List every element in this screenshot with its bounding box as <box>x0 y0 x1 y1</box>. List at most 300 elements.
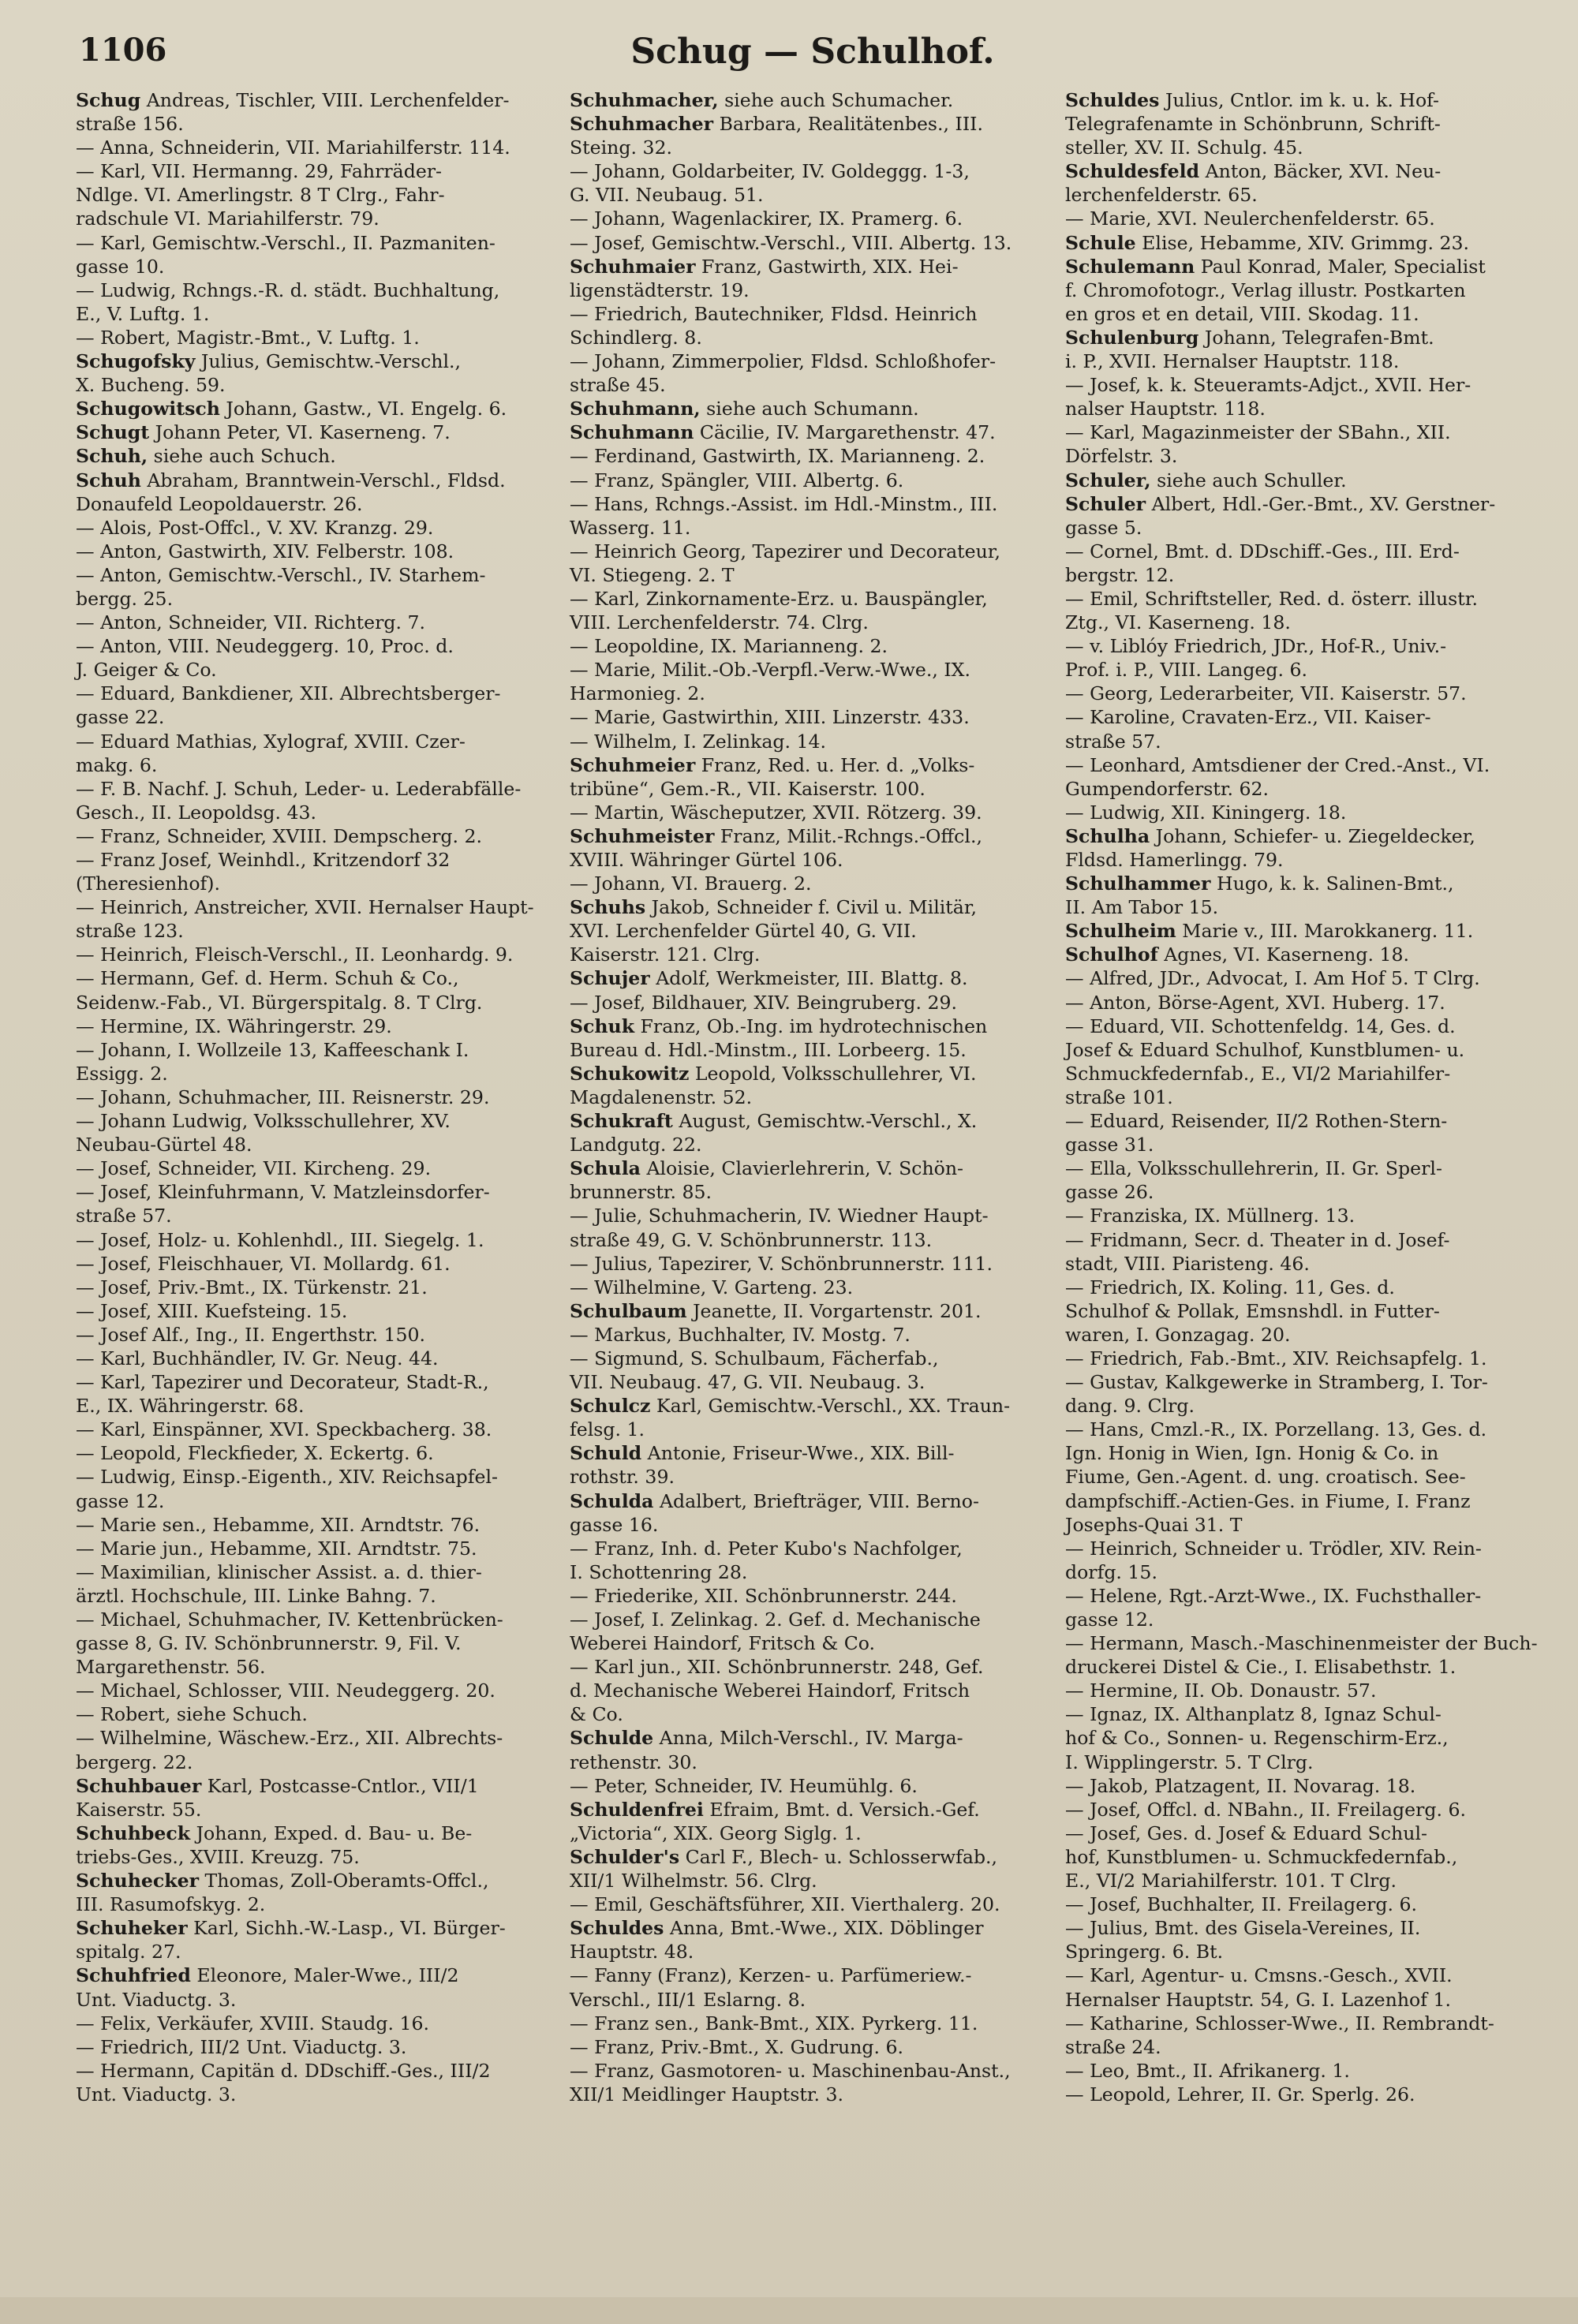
entry-text: siehe auch Schuch. <box>148 445 336 468</box>
entry-line: XII/1 Wilhelmstr. 56. Clrg. <box>570 1870 817 1892</box>
entry-line: rethenstr. 30. <box>570 1750 697 1773</box>
entry-line: i. P., XVII. Hernalser Hauptstr. 118. <box>1065 350 1400 373</box>
entry-line: Ign. Honig in Wien, Ign. Honig & Co. in <box>1065 1442 1439 1465</box>
entry-line: E., V. Luftg. 1. <box>76 302 210 325</box>
surname: Schuh <box>76 469 141 491</box>
entry-line <box>570 88 1051 112</box>
entry-line: — Cornel, Bmt. d. DDschiff.-Ges., III. Erd- <box>1065 540 1460 562</box>
entry-line: — Friedrich, IX. Koling. 11, Ges. d. <box>1065 1276 1395 1298</box>
entry-text: Johann, Exped. d. Bau- u. Be- <box>190 1821 473 1844</box>
surname: Schuhmann, <box>570 398 701 420</box>
entry-text: Eleonore, Maler-Wwe., III/2 <box>190 1964 459 1987</box>
entry-line: — Karl, Agentur- u. Cmsns.-Gesch., XVII. <box>1065 1964 1453 1987</box>
entry-text: Franz, Ob.-Ing. im hydrotechnischen <box>634 1014 988 1037</box>
entry-line: — Julie, Schuhmacherin, IV. Wiedner Haupt- <box>570 1205 989 1227</box>
entry-line: ärztl. Hochschule, III. Linke Bahng. 7. <box>76 1584 436 1607</box>
surname: Schulde <box>570 1727 654 1750</box>
entry-line: gasse 5. <box>1065 516 1142 539</box>
entry-line: Gumpendorferstr. 62. <box>1065 777 1270 800</box>
entry-line: „Victoria“, XIX. Georg Siglg. 1. <box>570 1821 862 1844</box>
entry-line <box>76 1963 553 1987</box>
entry-line: Dörfelstr. 3. <box>1065 445 1178 468</box>
entry-line: — Marie, Gastwirthin, XIII. Linzerstr. 433. <box>570 706 970 729</box>
entry-line: — Marie sen., Hebamme, XII. Arndtstr. 76. <box>76 1513 481 1536</box>
entry-line: — Hermann, Capitän d. DDschiff.-Ges., III/2 <box>76 2059 491 2082</box>
entry-line: — Franz, Inh. d. Peter Kubo's Nachfolger, <box>570 1537 963 1560</box>
entry-line: — Julius, Tapezirer, V. Schönbrunnerstr. 111. <box>570 1252 993 1275</box>
entry-line: hof, Kunstblumen- u. Schmuckfedernfab., <box>1065 1845 1458 1868</box>
entry-line <box>570 895 1051 919</box>
entry-line: XVI. Lerchenfelder Gürtel 40, G. VII. <box>570 920 917 943</box>
entry-line <box>570 753 1051 777</box>
entry-line: — Emil, Geschäftsführer, XII. Vierthalerg. 20. <box>570 1893 1000 1916</box>
entry-line: Essigg. 2. <box>76 1062 168 1085</box>
entry-line: — Josef, k. k. Steueramts-Adjct., XVII. Her- <box>1065 374 1471 397</box>
entry-line: — Leopold, Lehrer, II. Gr. Sperlg. 26. <box>1065 2083 1415 2105</box>
entry-line: straße 24. <box>1065 2035 1161 2058</box>
entry-line: hof & Co., Sonnen- u. Regenschirm-Erz., <box>1065 1727 1449 1750</box>
entry-line: — Karl, Zinkornamente-Erz. u. Bauspängler, <box>570 587 988 610</box>
entry-line: — Josef, Gemischtw.-Verschl., VIII. Albertg. 13. <box>570 231 1012 254</box>
entry-line <box>570 1726 1051 1750</box>
entry-line: straße 49, G. V. Schönbrunnerstr. 113. <box>570 1228 933 1251</box>
entry-line <box>570 1441 1051 1465</box>
column-middle <box>570 88 1051 2106</box>
surname: Schulenburg <box>1065 326 1199 349</box>
entry-line: Schindlerg. 8. <box>570 326 702 349</box>
entry-line: steller, XV. II. Schulg. 45. <box>1065 136 1303 159</box>
entry-line: — Anton, Schneider, VII. Richterg. 7. <box>76 611 425 634</box>
entry-line: — Markus, Buchhalter, IV. Mostg. 7. <box>570 1323 911 1346</box>
entry-line: Unt. Viaductg. 3. <box>76 1988 237 2011</box>
entry-line: Margarethenstr. 56. <box>76 1656 266 1679</box>
surname: Schuhmann <box>570 421 694 444</box>
entry-line: dampfschiff.-Actien-Ges. in Fiume, I. Franz <box>1065 1489 1471 1512</box>
entry-line: — Sigmund, S. Schulbaum, Fächerfab., <box>570 1347 939 1369</box>
entry-line: — Ella, Volksschullehrerin, II. Gr. Sperl- <box>1065 1157 1442 1180</box>
entry-line: Hernalser Hauptstr. 54, G. I. Lazenhof 1. <box>1065 1988 1451 2011</box>
entry-line: — Marie, Milit.-Ob.-Verpfl.-Verw.-Wwe., IX. <box>570 659 970 682</box>
entry-line <box>570 1014 1051 1038</box>
surname: Schug <box>76 89 141 111</box>
entry-line: — Karl, Magazinmeister der SBahn., XII. <box>1065 421 1451 444</box>
entry-line <box>570 255 1051 278</box>
entry-text: Franz, Red. u. Her. d. „Volks- <box>695 753 975 776</box>
entry-line <box>570 1109 1051 1133</box>
entry-text: Adolf, Werkmeister, III. Blattg. 8. <box>649 967 968 990</box>
entry-line: — Anton, Gastwirth, XIV. Felberstr. 108. <box>76 540 454 562</box>
page-number: 1106 <box>79 32 167 69</box>
entry-line: — Franz, Schneider, XVIII. Dempscherg. 2. <box>76 824 482 847</box>
entry-line: — Franz, Spängler, VIII. Albertg. 6. <box>570 469 904 491</box>
surname: Schugowitsch <box>76 398 220 420</box>
entry-line: — Eduard Mathias, Xylograf, XVIII. Czer- <box>76 730 466 753</box>
entry-text: Andreas, Tischler, VIII. Lerchenfelder- <box>140 89 510 111</box>
entry-line: — F. B. Nachf. J. Schuh, Leder- u. Lederabfälle- <box>76 777 522 800</box>
entry-line <box>570 1156 1051 1180</box>
surname: Schula <box>570 1157 641 1180</box>
entry-line: — Heinrich, Schneider u. Trödler, XIV. Rein- <box>1065 1537 1482 1560</box>
entry-line: XVIII. Währinger Gürtel 106. <box>570 849 843 871</box>
entry-line <box>570 1798 1051 1821</box>
entry-line: tribüne“, Gem.-R., VII. Kaiserstr. 100. <box>570 777 925 800</box>
entry-line: & Co. <box>570 1703 623 1726</box>
surname: Schulda <box>570 1489 654 1512</box>
entry-line: — Leonhard, Amtsdiener der Cred.-Anst., VI. <box>1065 753 1490 776</box>
entry-line: Kaiserstr. 55. <box>76 1798 202 1821</box>
entry-line: ligenstädterstr. 19. <box>570 278 750 301</box>
entry-line: — Leo, Bmt., II. Afrikanerg. 1. <box>1065 2059 1350 2082</box>
entry-line: — Josef, XIII. Kuefsteing. 15. <box>76 1299 348 1322</box>
surname: Schuld <box>570 1442 642 1465</box>
entry-line: bergg. 25. <box>76 587 174 610</box>
entry-line: — Michael, Schlosser, VIII. Neudeggerg. 20. <box>76 1679 495 1702</box>
entry-line <box>1065 326 1550 349</box>
entry-line: — Hermann, Gef. d. Herm. Schuh & Co., <box>76 967 459 990</box>
entry-line: stadt, VIII. Piaristeng. 46. <box>1065 1252 1310 1275</box>
entry-line: — Josef Alf., Ing., II. Engerthstr. 150. <box>76 1323 426 1346</box>
entry-line <box>76 1774 553 1798</box>
entry-text: Paul Konrad, Maler, Specialist <box>1195 255 1486 278</box>
entry-text: Carl F., Blech- u. Schlosserwfab., <box>679 1845 998 1868</box>
surname: Schuhmaier <box>570 255 696 278</box>
entry-line: — Anton, VIII. Neudeggerg. 10, Proc. d. <box>76 635 454 658</box>
entry-line: — Karl, Tapezirer und Decorateur, Stadt-R., <box>76 1371 489 1394</box>
entry-line: — Anton, Börse-Agent, XVI. Huberg. 17. <box>1065 991 1445 1014</box>
entry-line <box>1065 231 1550 255</box>
entry-line: makg. 6. <box>76 753 158 776</box>
entry-line: — Karl, VII. Hermanng. 29, Fahrräder- <box>76 160 443 183</box>
entry-line: Telegrafenamte in Schönbrunn, Schrift- <box>1065 113 1441 136</box>
entry-line: Seidenw.-Fab., VI. Bürgerspitalg. 8. T Clrg. <box>76 991 483 1014</box>
entry-text: Albert, Hdl.-Ger.-Bmt., XV. Gerstner- <box>1146 492 1496 515</box>
surname: Schuhfried <box>76 1964 191 1987</box>
entry-line: — Karl, Einspänner, XVI. Speckbacherg. 38. <box>76 1418 492 1441</box>
entry-text: Franz, Gastwirth, XIX. Hei- <box>695 255 959 278</box>
entry-line: — Josef, Bildhauer, XIV. Beingruberg. 29. <box>570 991 957 1014</box>
entry-line: — Johann, Schuhmacher, III. Reisnerstr. 29. <box>76 1085 490 1108</box>
entry-line <box>570 1845 1051 1869</box>
entry-line: Wasserg. 11. <box>570 516 691 539</box>
entry-line: felsg. 1. <box>570 1418 645 1441</box>
entry-line: — Friederike, XII. Schönbrunnerstr. 244. <box>570 1584 957 1607</box>
surname: Schuhmacher <box>570 113 714 136</box>
entry-line: — Franz sen., Bank-Bmt., XIX. Pyrkerg. 11. <box>570 2012 978 2034</box>
entry-line: III. Rasumofskyg. 2. <box>76 1893 266 1916</box>
entry-text: Karl, Postcasse-Cntlor., VII/1 <box>201 1774 479 1797</box>
entry-line: — Friedrich, III/2 Unt. Viaductg. 3. <box>76 2035 407 2058</box>
entry-line: Schmuckfedernfab., E., VI/2 Mariahilfer- <box>1065 1062 1451 1085</box>
entry-text: Efraim, Bmt. d. Versich.-Gef. <box>703 1798 980 1821</box>
entry-line: — Fanny (Franz), Kerzen- u. Parfümeriew.- <box>570 1964 972 1987</box>
surname: Schulhof <box>1065 943 1158 966</box>
entry-text: Adalbert, Briefträger, VIII. Berno- <box>653 1489 979 1512</box>
surname: Schuhmeister <box>570 824 715 847</box>
surname: Schuhmeier <box>570 753 696 776</box>
entry-text: Anna, Milch-Verschl., IV. Marga- <box>653 1727 963 1750</box>
entry-line: I. Schottenring 28. <box>570 1560 748 1583</box>
entry-line: Prof. i. P., VIII. Langeg. 6. <box>1065 659 1307 682</box>
entry-line <box>570 112 1051 136</box>
entry-line: — Hermine, IX. Währingerstr. 29. <box>76 1014 392 1037</box>
entry-line: — Ferdinand, Gastwirth, IX. Marianneng. 2. <box>570 445 985 468</box>
entry-line: — Michael, Schuhmacher, IV. Kettenbrücken- <box>76 1608 503 1631</box>
surname: Schuk <box>570 1014 635 1037</box>
entry-line: triebs-Ges., XVIII. Kreuzg. 75. <box>76 1845 360 1868</box>
entry-line: waren, I. Gonzagag. 20. <box>1065 1323 1291 1346</box>
entry-line: straße 123. <box>76 920 184 943</box>
entry-line: — Felix, Verkäufer, XVIII. Staudg. 16. <box>76 2012 430 2034</box>
entry-line: Neubau-Gürtel 48. <box>76 1134 252 1156</box>
entry-line: Donaufeld Leopoldauerstr. 26. <box>76 492 363 515</box>
entry-line: gasse 22. <box>76 706 165 729</box>
entry-line: — Marie jun., Hebamme, XII. Arndtstr. 75. <box>76 1537 477 1560</box>
entry-line: dorfg. 15. <box>1065 1560 1157 1583</box>
entry-line: — Wilhelm, I. Zelinkag. 14. <box>570 730 827 753</box>
entry-line: radschule VI. Mariahilferstr. 79. <box>76 207 380 230</box>
entry-line: Hauptstr. 48. <box>570 1941 694 1963</box>
entry-line: — Katharine, Schlosser-Wwe., II. Rembrandt- <box>1065 2012 1494 2034</box>
entry-line: I. Wipplingerstr. 5. T Clrg. <box>1065 1750 1314 1773</box>
entry-line <box>570 420 1051 444</box>
entry-line: — Johann, VI. Brauerg. 2. <box>570 872 812 895</box>
entry-line: — Eduard, Reisender, II/2 Rothen-Stern- <box>1065 1110 1448 1133</box>
entry-text: Karl, Gemischtw.-Verschl., XX. Traun- <box>650 1395 1011 1418</box>
entry-line: — Hermine, II. Ob. Donaustr. 57. <box>1065 1679 1377 1702</box>
entry-line: Steing. 32. <box>570 136 672 159</box>
entry-line: gasse 8, G. IV. Schönbrunnerstr. 9, Fil. V. <box>76 1632 462 1655</box>
entry-line: — Johann Ludwig, Volksschullehrer, XV. <box>76 1110 451 1133</box>
entry-line: Fiume, Gen.-Agent. d. ung. croatisch. See- <box>1065 1466 1466 1489</box>
entry-line: — Josef, Kleinfuhrmann, V. Matzleinsdorfer- <box>76 1181 490 1204</box>
entry-line: — Franz Josef, Weinhdl., Kritzendorf 32 <box>76 849 451 871</box>
entry-line <box>76 1869 553 1892</box>
entry-text: Abraham, Branntwein-Verschl., Fldsd. <box>140 469 506 491</box>
entry-line: Josef & Eduard Schulhof, Kunstblumen- u. <box>1065 1038 1465 1061</box>
entry-line: — Wilhelmine, Wäschew.-Erz., XII. Albrechts- <box>76 1727 503 1750</box>
entry-line: — Ludwig, Einsp.-Eigenth., XIV. Reichsapfel- <box>76 1466 498 1489</box>
entry-line: — Hans, Cmzl.-R., IX. Porzellang. 13, Ges. d. <box>1065 1418 1487 1441</box>
entry-line <box>570 1489 1051 1513</box>
entry-line: spitalg. 27. <box>76 1941 181 1963</box>
surname: Schuheker <box>76 1917 188 1940</box>
entry-text: Marie v., III. Marokkanerg. 11. <box>1176 920 1474 943</box>
entry-line: — Ludwig, Rchngs.-R. d. städt. Buchhaltung, <box>76 278 500 301</box>
entry-line: — Karl, Gemischtw.-Verschl., II. Pazmaniten- <box>76 231 495 254</box>
surname: Schuhbauer <box>76 1774 202 1797</box>
entry-line: — Martin, Wäscheputzer, XVII. Rötzerg. 39. <box>570 801 982 824</box>
entry-line: bergstr. 12. <box>1065 563 1175 586</box>
entry-line: — Helene, Rgt.-Arzt-Wwe., IX. Fuchsthaller- <box>1065 1584 1482 1607</box>
entry-line: — Josef, Priv.-Bmt., IX. Türkenstr. 21. <box>76 1276 428 1298</box>
entry-line <box>76 1821 553 1845</box>
entry-line: — Leopoldine, IX. Marianneng. 2. <box>570 635 888 658</box>
entry-line: E., IX. Währingerstr. 68. <box>76 1395 305 1418</box>
entry-line: Ztg., VI. Kaserneng. 18. <box>1065 611 1291 634</box>
entry-line: — Gustav, Kalkgewerke in Stramberg, I. Tor- <box>1065 1371 1488 1394</box>
entry-line: — Anton, Gemischtw.-Verschl., IV. Starhem- <box>76 563 486 586</box>
entry-line: Ndlge. VI. Amerlingstr. 8 T Clrg., Fahr- <box>76 184 445 207</box>
entry-text: Anna, Bmt.-Wwe., XIX. Döblinger <box>664 1917 984 1940</box>
entry-line: — Karl jun., XII. Schönbrunnerstr. 248, Gef. <box>570 1656 984 1679</box>
entry-line <box>570 824 1051 848</box>
entry-text: siehe auch Schumann. <box>700 398 919 420</box>
entry-line <box>1065 159 1550 183</box>
entry-line: II. Am Tabor 15. <box>1065 896 1219 919</box>
entry-line: — Josef, Holz- u. Kohlenhdl., III. Siegelg. 1. <box>76 1228 484 1251</box>
surname: Schuhs <box>570 896 646 919</box>
entry-line: — Robert, siehe Schuch. <box>76 1703 308 1726</box>
entry-line: — Jakob, Platzagent, II. Novarag. 18. <box>1065 1774 1416 1797</box>
entry-line: — Maximilian, klinischer Assist. a. d. thier- <box>76 1560 482 1583</box>
entry-line: Springerg. 6. Bt. <box>1065 1941 1224 1963</box>
surname: Schujer <box>570 967 650 990</box>
entry-line: — Josef, Buchhalter, II. Freilagerg. 6. <box>1065 1893 1417 1916</box>
entry-line <box>1065 255 1550 278</box>
surname: Schuhmacher, <box>570 89 719 111</box>
surname: Schuler <box>1065 492 1146 515</box>
entry-line <box>76 420 553 444</box>
entry-line: Unt. Viaductg. 3. <box>76 2083 237 2105</box>
surname: Schuh, <box>76 445 148 468</box>
entry-line: straße 101. <box>1065 1085 1173 1108</box>
entry-line: Fldsd. Hamerlingg. 79. <box>1065 849 1284 871</box>
entry-line: — Franziska, IX. Müllnerg. 13. <box>1065 1205 1356 1227</box>
entry-line: E., VI/2 Mariahilferstr. 101. T Clrg. <box>1065 1870 1397 1892</box>
entry-text: Cäcilie, IV. Margarethenstr. 47. <box>694 421 996 444</box>
entry-text: Johann, Telegrafen-Bmt. <box>1198 326 1434 349</box>
entry-line: — Josef, Fleischhauer, VI. Mollardg. 61. <box>76 1252 451 1275</box>
entry-line: d. Mechanische Weberei Haindorf, Fritsch <box>570 1679 970 1702</box>
entry-line <box>570 1394 1051 1418</box>
entry-line: — Hermann, Masch.-Maschinenmeister der Buch- <box>1065 1632 1538 1655</box>
entry-line <box>570 1916 1051 1940</box>
entry-line: Magdalenenstr. 52. <box>570 1085 753 1108</box>
entry-line: — Leopold, Fleckfieder, X. Eckertg. 6. <box>76 1442 434 1465</box>
entry-line: — Anna, Schneiderin, VII. Mariahilferstr. 114. <box>76 136 510 159</box>
entry-text: Johann Peter, VI. Kaserneng. 7. <box>149 421 451 444</box>
entry-line: en gros et en detail, VIII. Skodag. 11. <box>1065 302 1419 325</box>
entry-line <box>570 966 1051 990</box>
entry-line: straße 45. <box>570 374 666 397</box>
entry-line: VIII. Lerchenfelderstr. 74. Clrg. <box>570 611 869 634</box>
entry-line: — Eduard, Bankdiener, XII. Albrechtsberger- <box>76 682 501 705</box>
entry-text: Jeanette, II. Vorgartenstr. 201. <box>686 1299 982 1322</box>
surname: Schulcz <box>570 1395 651 1418</box>
surname: Schukraft <box>570 1110 673 1133</box>
entry-line: — Johann, Wagenlackirer, IX. Pramerg. 6. <box>570 207 963 230</box>
entry-line <box>1065 824 1550 848</box>
entry-text: Agnes, VI. Kaserneng. 18. <box>1157 943 1410 966</box>
entry-text: Julius, Cntlor. im k. u. k. Hof- <box>1159 89 1440 111</box>
entry-line: Schulhof & Pollak, Emsnshdl. in Futter- <box>1065 1299 1440 1322</box>
entry-line: gasse 12. <box>76 1489 165 1512</box>
entry-text: Karl, Sichh.-W.-Lasp., VI. Bürger- <box>187 1917 506 1940</box>
entry-text: Jakob, Schneider f. Civil u. Militär, <box>645 896 978 919</box>
entry-line: — Ignaz, IX. Althanplatz 8, Ignaz Schul- <box>1065 1703 1442 1726</box>
entry-line: druckerei Distel & Cie., I. Elisabethstr. 1. <box>1065 1656 1456 1679</box>
column-right <box>1065 88 1550 2106</box>
surname: Schuldesfeld <box>1065 160 1200 183</box>
entry-line <box>76 444 553 468</box>
entry-line: brunnerstr. 85. <box>570 1181 712 1204</box>
entry-line: — Heinrich, Fleisch-Verschl., II. Leonhardg. 9. <box>76 943 514 966</box>
entry-text: Elise, Hebamme, XIV. Grimmg. 23. <box>1135 231 1470 254</box>
entry-line: straße 57. <box>1065 730 1161 753</box>
entry-line: — Josef, I. Zelinkag. 2. Gef. d. Mechanische <box>570 1608 981 1631</box>
entry-line <box>1065 943 1550 966</box>
entry-line: Harmonieg. 2. <box>570 682 705 705</box>
surname: Schulder's <box>570 1845 680 1868</box>
entry-text: siehe auch Schuller. <box>1150 469 1347 491</box>
entry-line: — Heinrich, Anstreicher, XVII. Hernalser Haupt- <box>76 896 534 919</box>
entry-line: X. Bucheng. 59. <box>76 374 226 397</box>
entry-line: VI. Stiegeng. 2. T <box>570 563 735 586</box>
entry-line: — Karl, Buchhändler, IV. Gr. Neug. 44. <box>76 1347 439 1369</box>
surname: Schugt <box>76 421 150 444</box>
surname: Schulhammer <box>1065 872 1211 895</box>
entry-text: Franz, Milit.-Rchngs.-Offcl., <box>714 824 982 847</box>
entry-line: Landgutg. 22. <box>570 1134 702 1156</box>
entry-text: Leopold, Volksschullehrer, VI. <box>689 1062 977 1085</box>
entry-line: lerchenfelderstr. 65. <box>1065 184 1258 207</box>
entry-line <box>570 1299 1051 1323</box>
entry-text: August, Gemischtw.-Verschl., X. <box>672 1110 978 1133</box>
entry-line: rothstr. 39. <box>570 1466 675 1489</box>
surname: Schugofsky <box>76 350 196 373</box>
surname: Schuhecker <box>76 1870 200 1892</box>
entry-line: — Eduard, VII. Schottenfeldg. 14, Ges. d. <box>1065 1014 1456 1037</box>
surname: Schuldenfrei <box>570 1798 704 1821</box>
entry-line: — v. Liblóy Friedrich, JDr., Hof-R., Univ.- <box>1065 635 1447 658</box>
entry-line: — Friedrich, Fab.-Bmt., XIV. Reichsapfelg. 1. <box>1065 1347 1487 1369</box>
entry-line <box>76 1916 553 1940</box>
surname: Schulemann <box>1065 255 1195 278</box>
entry-text: Johann, Gastw., VI. Engelg. 6. <box>219 398 507 420</box>
entry-line <box>1065 492 1550 516</box>
entry-line: — Fridmann, Secr. d. Theater in d. Josef- <box>1065 1228 1450 1251</box>
entry-line <box>570 397 1051 420</box>
page-bottom-edge <box>0 2297 1578 2324</box>
entry-line: — Johann, Zimmerpolier, Fldsd. Schloßhofer- <box>570 350 997 373</box>
entry-line: — Georg, Lederarbeiter, VII. Kaiserstr. 57. <box>1065 682 1467 705</box>
entry-line: dang. 9. Clrg. <box>1065 1395 1195 1418</box>
surname: Schuhbeck <box>76 1821 191 1844</box>
surname: Schuldes <box>1065 89 1160 111</box>
entry-line: — Hans, Rchngs.-Assist. im Hdl.-Minstm., III. <box>570 492 998 515</box>
entry-line: f. Chromofotogr., Verlag illustr. Postkarten <box>1065 278 1466 301</box>
entry-line: Weberei Haindorf, Fritsch & Co. <box>570 1632 876 1655</box>
entry-line: — Emil, Schriftsteller, Red. d. österr. illustr. <box>1065 587 1478 610</box>
entry-line: — Josef, Offcl. d. NBahn., II. Freilagerg. 6. <box>1065 1798 1466 1821</box>
entry-line <box>76 469 553 492</box>
entry-text: Julius, Gemischtw.-Verschl., <box>195 350 462 373</box>
entry-line: Josephs-Quai 31. T <box>1065 1513 1243 1536</box>
entry-line <box>1065 919 1550 943</box>
entry-line: — Peter, Schneider, IV. Heumühlg. 6. <box>570 1774 918 1797</box>
entry-line: — Franz, Gasmotoren- u. Maschinenbau-Anst., <box>570 2059 1011 2082</box>
entry-line: — Josef, Ges. d. Josef & Eduard Schul- <box>1065 1821 1427 1844</box>
entry-line: — Robert, Magistr.-Bmt., V. Luftg. 1. <box>76 326 420 349</box>
entry-line: nalser Hauptstr. 118. <box>1065 398 1266 420</box>
entry-line: — Johann, I. Wollzeile 13, Kaffeeschank I. <box>76 1038 469 1061</box>
entry-line: — Johann, Goldarbeiter, IV. Goldeggg. 1-3, <box>570 160 970 183</box>
surname: Schukowitz <box>570 1062 690 1085</box>
column-left <box>76 88 553 2106</box>
entry-line: — Wilhelmine, V. Garteng. 23. <box>570 1276 854 1298</box>
entry-line: (Theresienhof). <box>76 872 220 895</box>
entry-line <box>1065 872 1550 895</box>
